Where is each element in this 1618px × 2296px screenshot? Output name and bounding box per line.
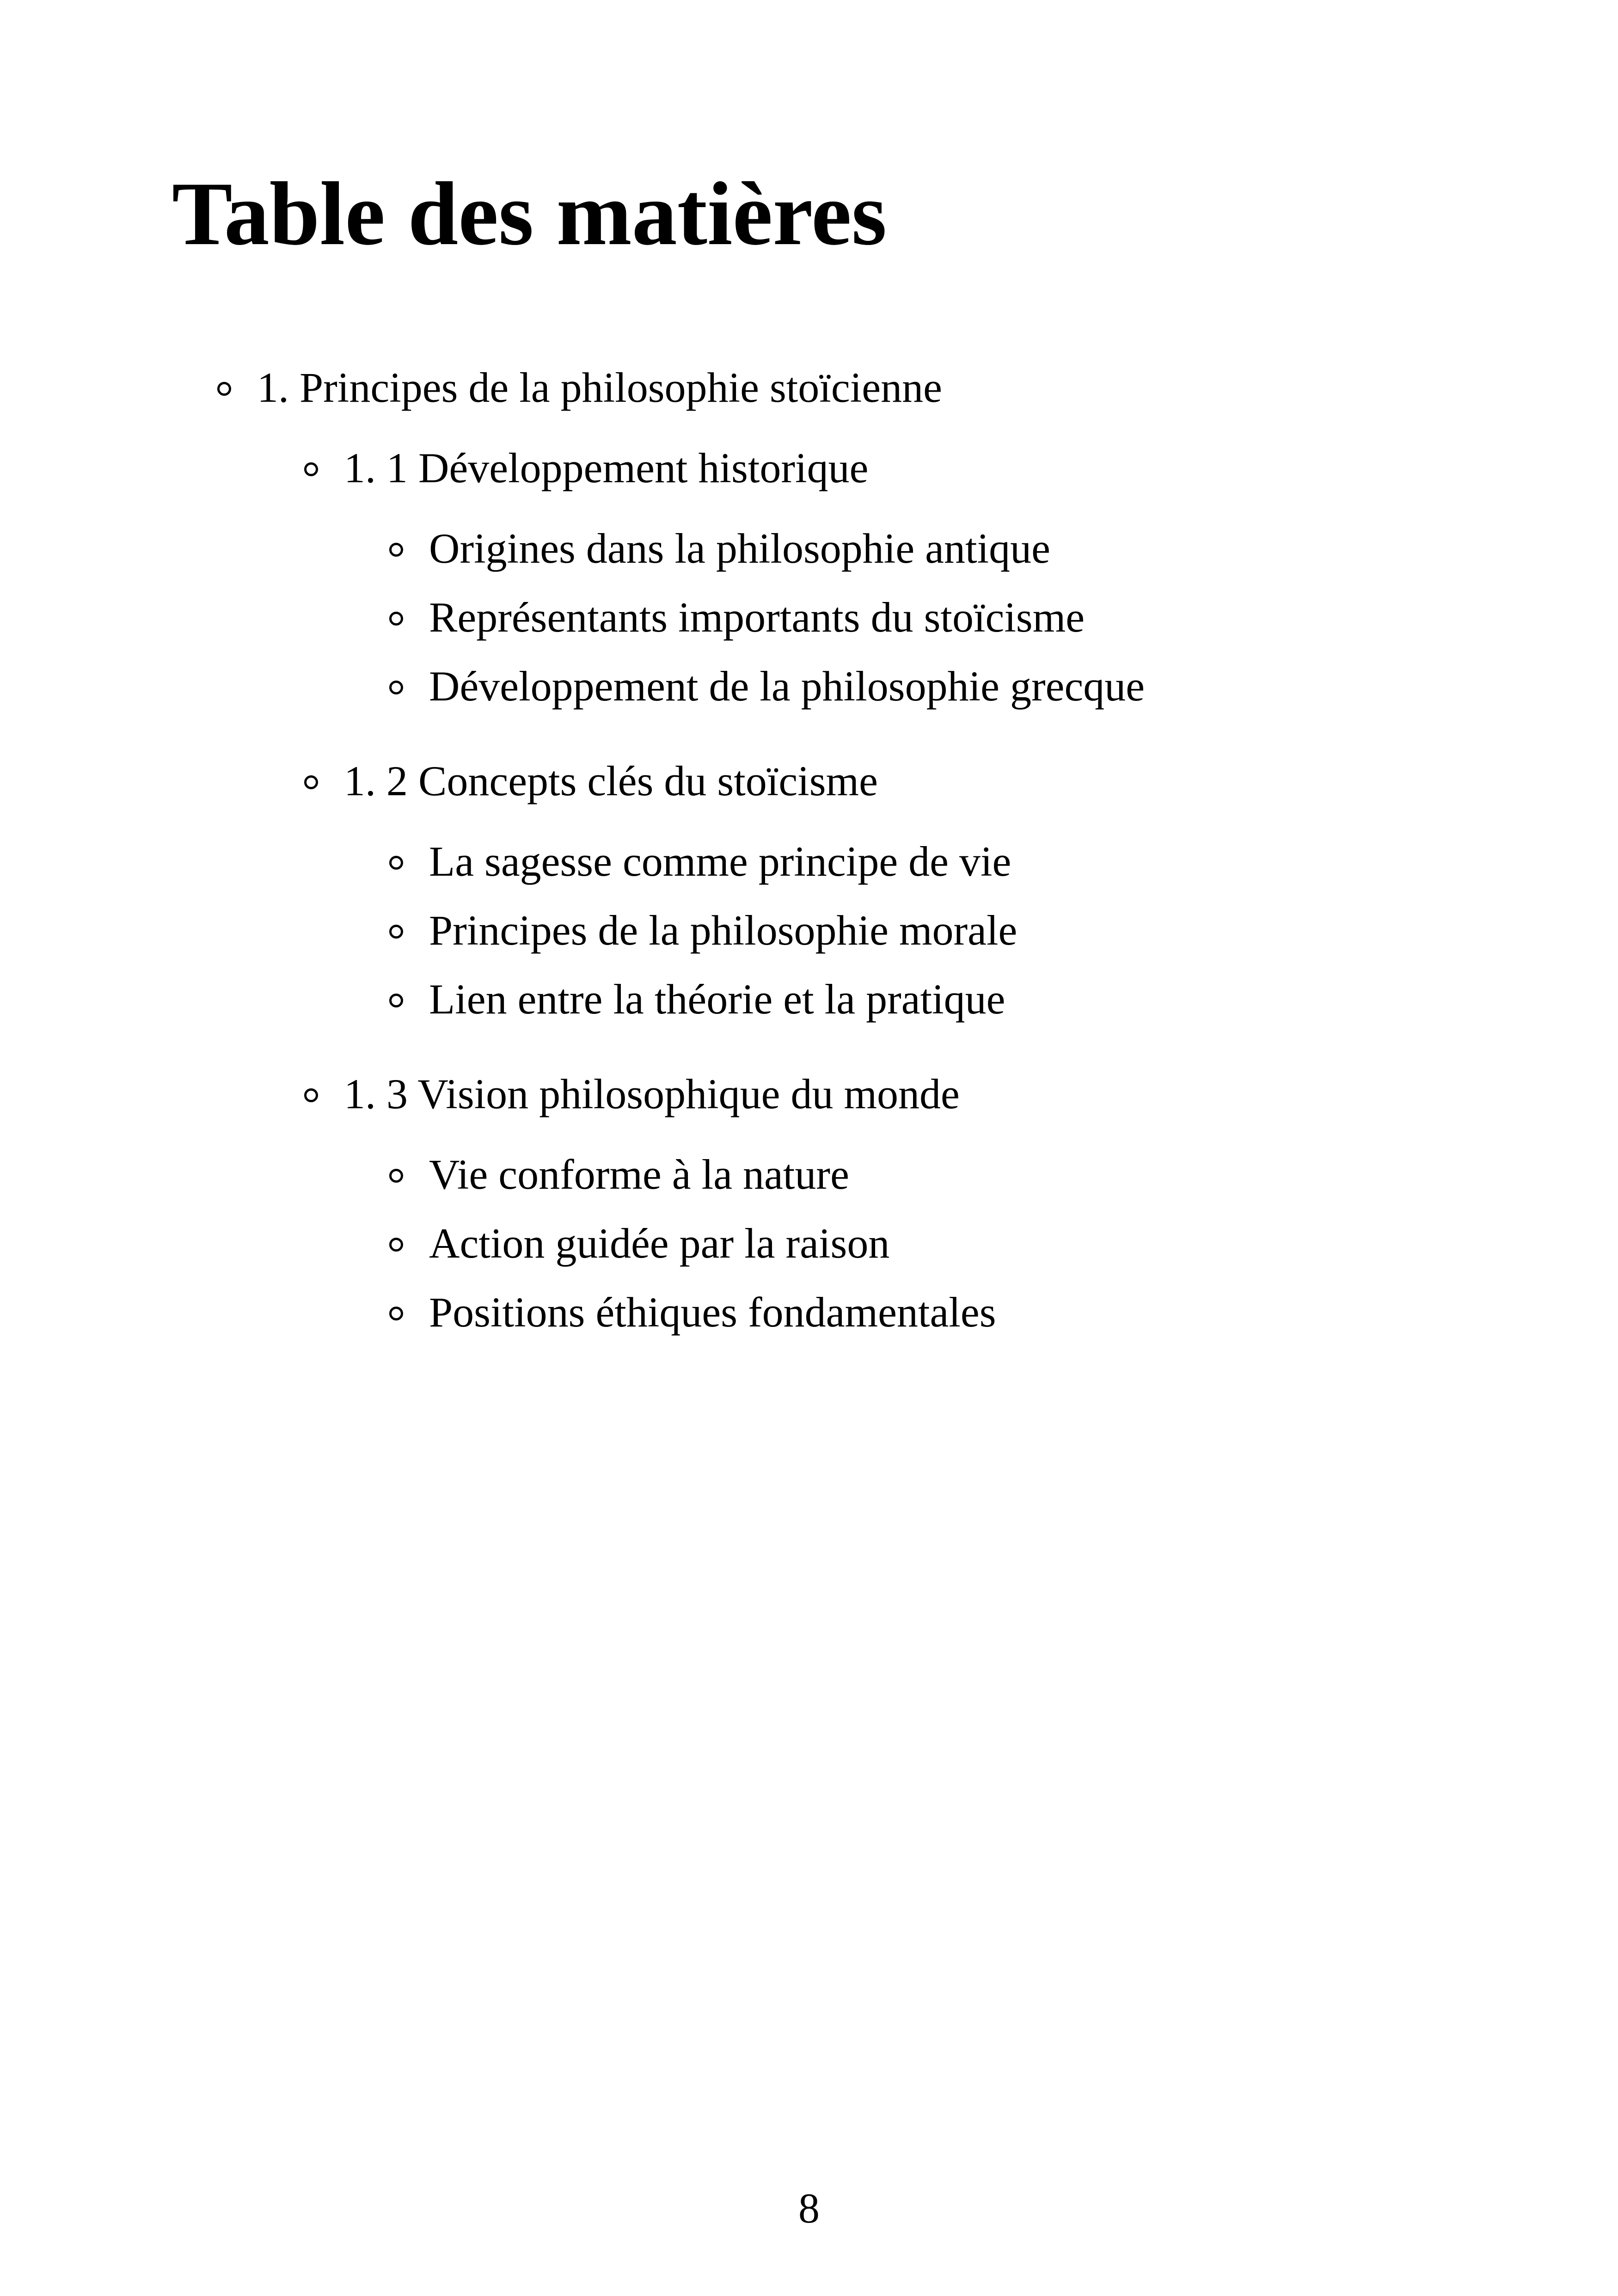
toc-section-3[interactable]: 1. 3 Vision philosophique du monde	[344, 1070, 960, 1117]
toc-item[interactable]: Vie conforme à la nature	[429, 1151, 849, 1198]
toc-item[interactable]: Principes de la philosophie morale	[429, 907, 1017, 954]
toc-section-1[interactable]: 1. 1 Développement historique	[344, 444, 869, 491]
toc-section-2[interactable]: 1. 2 Concepts clés du stoïcisme	[344, 757, 878, 804]
toc-bullet-item-icon	[389, 1169, 403, 1183]
toc-bullet-item-icon	[389, 925, 403, 939]
page-title: Table des matières	[172, 164, 887, 264]
toc-bullet-chapter-icon	[217, 382, 231, 396]
toc-bullet-item-icon	[389, 543, 403, 557]
toc-bullet-item-icon	[389, 1238, 403, 1252]
toc-bullet-item-icon	[389, 856, 403, 870]
toc-bullet-item-icon	[389, 612, 403, 626]
toc-item[interactable]: Représentants importants du stoïcisme	[429, 594, 1085, 641]
toc-chapter[interactable]: 1. Principes de la philosophie stoïcienne	[257, 364, 942, 411]
toc-bullet-section-2-icon	[304, 775, 318, 789]
toc-item[interactable]: Développement de la philosophie grecque	[429, 663, 1145, 710]
toc-item[interactable]: Action guidée par la raison	[429, 1220, 890, 1267]
toc-item[interactable]: Origines dans la philosophie antique	[429, 525, 1050, 572]
toc-bullet-item-icon	[389, 994, 403, 1007]
toc-item[interactable]: La sagesse comme principe de vie	[429, 838, 1011, 885]
toc-bullet-section-3-icon	[304, 1088, 318, 1102]
toc-item[interactable]: Lien entre la théorie et la pratique	[429, 976, 1005, 1023]
toc-item[interactable]: Positions éthiques fondamentales	[429, 1289, 996, 1336]
toc-bullet-item-icon	[389, 681, 403, 694]
page-number: 8	[798, 2185, 820, 2232]
toc-bullet-item-icon	[389, 1307, 403, 1320]
toc-bullet-section-1-icon	[304, 462, 318, 476]
